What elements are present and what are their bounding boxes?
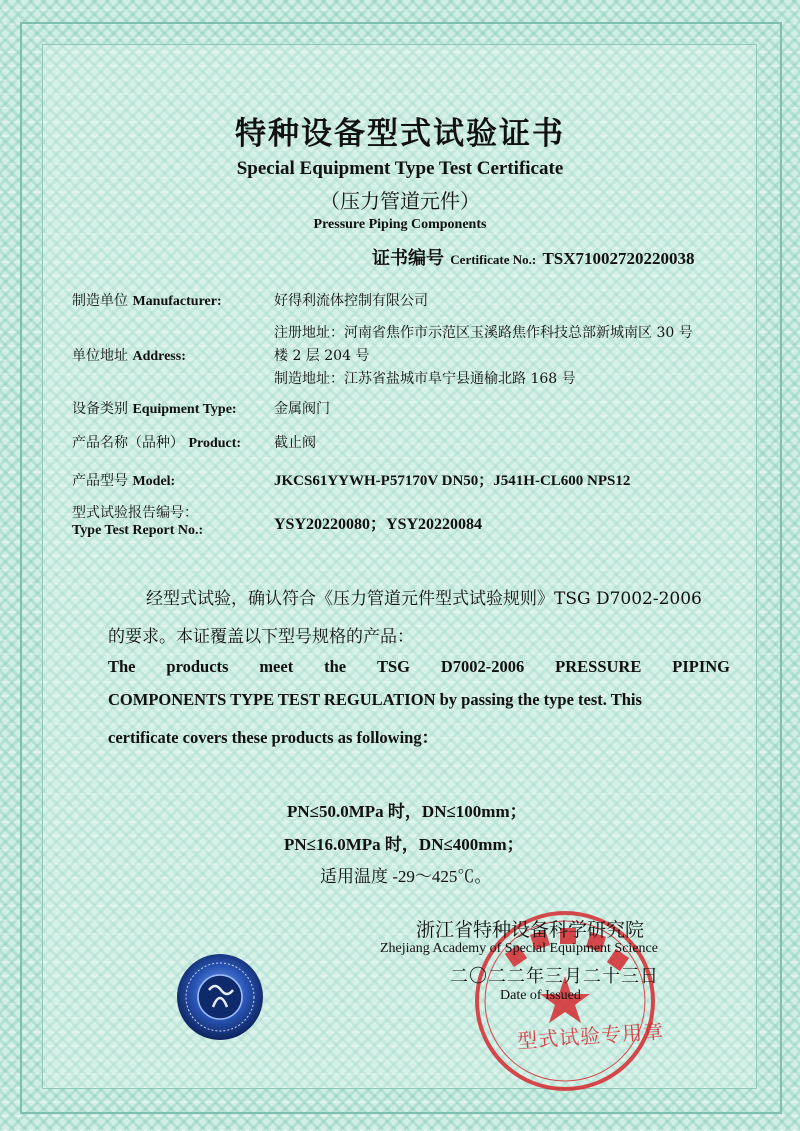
registered-address-line: 注册地址：河南省焦作市示范区玉溪路焦作科技总部新城南区 30 号 bbox=[274, 325, 693, 341]
statement-word: TSG bbox=[376, 657, 410, 676]
model-label bbox=[72, 470, 175, 490]
product-value: 截止阀 bbox=[274, 435, 316, 451]
certificate-title-cn: 特种设备型式试验证书 bbox=[235, 116, 565, 152]
statement-word: the bbox=[324, 657, 347, 676]
statement-word: meet bbox=[259, 657, 294, 676]
issuer-name-en: Zhejiang Academy of Special Equipment Science bbox=[380, 941, 658, 956]
statement-cn-line-1: 经型式试验，确认符合《压力管道元件型式试验规则》TSG D7002-2006 bbox=[146, 589, 702, 609]
range-line-3: 适用温度 -29～425℃。 bbox=[320, 867, 492, 886]
issuer-name-cn: 浙江省特种设备科学研究院 bbox=[416, 919, 645, 941]
equipment-type-label-en: Equipment Type: bbox=[132, 402, 237, 417]
report-label-en-wrap bbox=[72, 522, 203, 539]
statement-cn-line-2: 的要求。本证覆盖以下型号规格的产品： bbox=[108, 627, 414, 647]
statement-en-line-1 bbox=[108, 657, 730, 677]
certificate-number-label-cn: 证书编号 bbox=[372, 248, 444, 269]
model-value: JKCS61YYWH-P57170V DN50；J541H-CL600 NPS12 bbox=[274, 473, 631, 489]
hologram-seal-icon bbox=[175, 952, 265, 1042]
equipment-type-label-cn: 设备类别 bbox=[72, 401, 128, 417]
seal-center-text: 型式试验专用章 bbox=[516, 1018, 665, 1054]
address-label-en: Address: bbox=[132, 349, 186, 364]
report-label-cn: 型式试验报告编号： bbox=[72, 505, 198, 521]
certificate-number-label-en: Certificate No.: bbox=[450, 252, 537, 267]
range-line-1: PN≤50.0MPa 时，DN≤100mm； bbox=[287, 802, 527, 821]
manufacturing-address-line: 制造地址：江苏省盐城市阜宁县通榆北路 168 号 bbox=[274, 371, 576, 387]
manufacturer-label-cn: 制造单位 bbox=[72, 293, 128, 309]
certificate-subtitle-cn: （压力管道元件） bbox=[320, 189, 480, 213]
statement-word: D7002-2006 bbox=[440, 657, 525, 676]
statement-word: products bbox=[166, 657, 229, 676]
model-label-cn: 产品型号 bbox=[72, 473, 128, 489]
registered-address-line-2: 楼 2 层 204 号 bbox=[274, 348, 370, 364]
product-label-cn: 产品名称（品种） bbox=[72, 435, 184, 451]
model-label-en: Model: bbox=[132, 474, 176, 489]
product-label-en: Product: bbox=[188, 436, 242, 451]
manufacturer-label-en: Manufacturer: bbox=[132, 294, 222, 309]
product-label bbox=[72, 432, 241, 452]
statement-en-line-2: COMPONENTS TYPE TEST REGULATION by passing the type test. This bbox=[108, 690, 642, 709]
range-line-2: PN≤16.0MPa 时，DN≤400mm； bbox=[284, 835, 524, 854]
equipment-type-value: 金属阀门 bbox=[274, 401, 330, 417]
manufacturer-value: 好得利流体控制有限公司 bbox=[274, 293, 428, 309]
certificate-subtitle-en: Pressure Piping Components bbox=[313, 217, 487, 232]
address-label bbox=[72, 345, 186, 365]
statement-word: PIPING bbox=[672, 657, 730, 676]
report-value: YSY20220080；YSY20220084 bbox=[274, 516, 483, 533]
issue-date-cn: 二〇二二年三月二十三日 bbox=[450, 966, 659, 987]
certificate-number-row bbox=[372, 244, 695, 270]
statement-word: The bbox=[108, 657, 136, 676]
report-label-en: Type Test Report No.: bbox=[72, 523, 204, 538]
statement-word: PRESSURE bbox=[555, 657, 642, 676]
certificate-title-en: Special Equipment Type Test Certificate bbox=[236, 158, 564, 179]
certificate-number-value: TSX71002720220038 bbox=[542, 249, 695, 268]
address-label-cn: 单位地址 bbox=[72, 348, 128, 364]
issue-date-label-en: Date of Issued bbox=[500, 988, 581, 1003]
manufacturer-label bbox=[72, 290, 222, 310]
equipment-type-label bbox=[72, 398, 237, 418]
statement-en-line-3: certificate covers these products as following： bbox=[108, 728, 439, 747]
